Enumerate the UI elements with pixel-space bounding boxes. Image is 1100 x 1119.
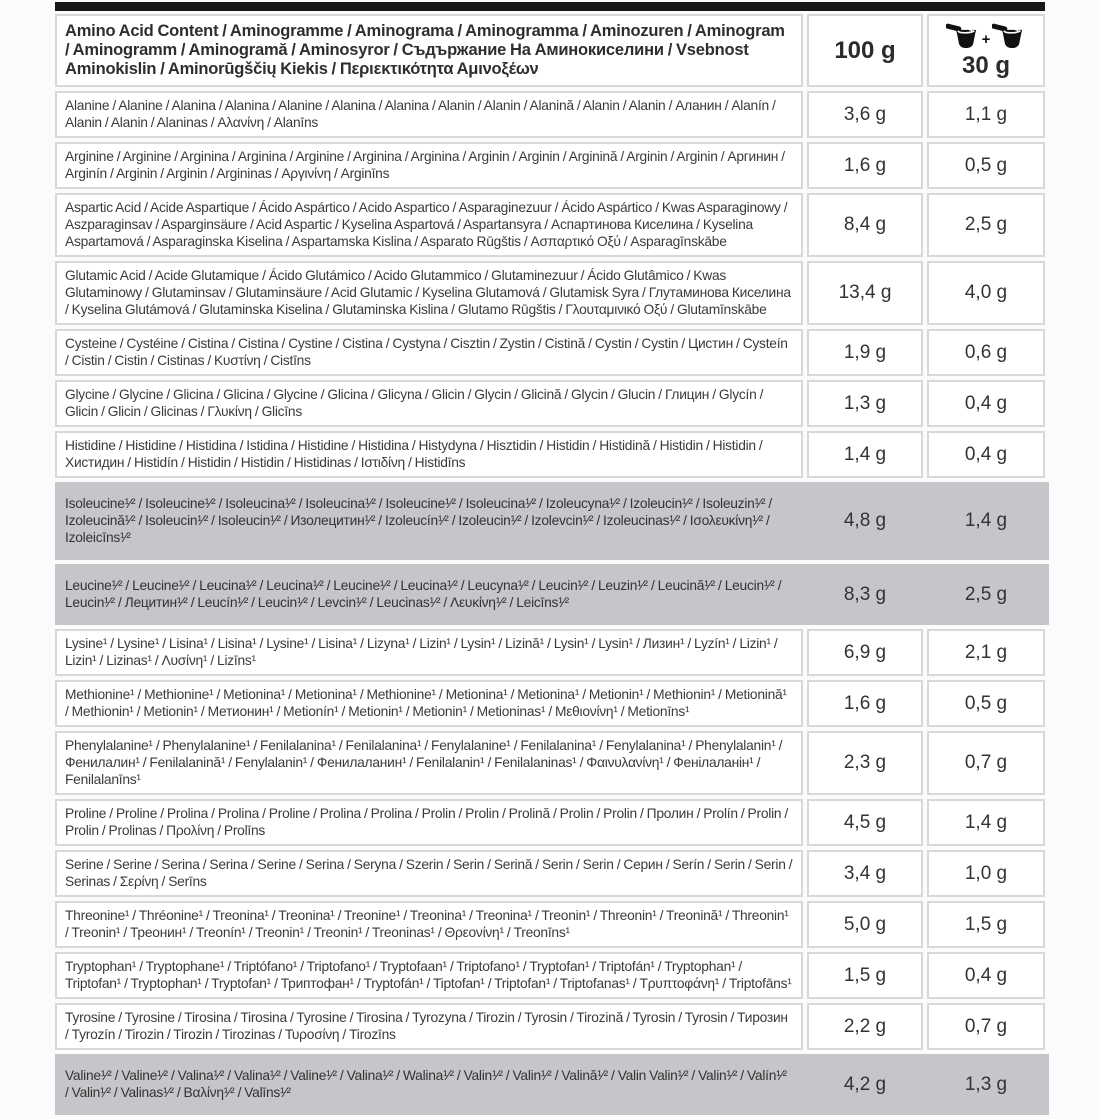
table-row-alanine bbox=[55, 91, 1045, 138]
table-row-aspartic-acid bbox=[55, 193, 1045, 257]
value-per-30g: 1,4 g bbox=[927, 799, 1045, 846]
value-per-30g: 0,4 g bbox=[927, 952, 1045, 999]
value-per-100g: 2,3 g bbox=[807, 731, 923, 795]
amino-acid-names: Threonine¹ / Thréonine¹ / Treonina¹ / Treonina¹ / Treonine¹ / Treonina¹ / Treonina¹ / Treonin¹ / Threonin¹ / Treonină¹ / Threonin¹ / Treonin¹ / Треонин¹ / Treonín¹ / Treonin¹ / Treonin¹ / Treoninas¹ / Θρεονίνη¹ / Treonīns¹ bbox=[55, 901, 803, 948]
amino-acid-names: Serine / Serine / Serina / Serina / Serine / Serina / Seryna / Szerin / Serin / Serină / Serin / Serin / Серин / Serín / Serin / Serin / Serinas / Σερίνη / Serīns bbox=[55, 850, 803, 897]
amino-acid-names: Valine¹⁄² / Valine¹⁄² / Valina¹⁄² / Valina¹⁄² / Valine¹⁄² / Valina¹⁄² / Walina¹⁄² / Valin¹⁄² / Valin¹⁄² / Valină¹⁄² / Valin Valin¹⁄² / Valin¹⁄² / Valín¹⁄² / Valin¹⁄² / Valinas¹⁄² / Βαλίνη¹⁄² / Valīns¹⁄² bbox=[65, 1068, 787, 1100]
table-row-phenylalanine bbox=[55, 731, 1045, 795]
value-per-100g: 1,6 g bbox=[807, 680, 923, 727]
value-per-100g: 2,2 g bbox=[807, 1003, 923, 1050]
amino-acid-names: Aspartic Acid / Acide Aspartique / Ácido Aspártico / Acido Aspartico / Asparaginezuur / Ácido Aspártico / Kwas Asparaginowy / Aszparaginsav / Asparginsäure / Acid Aspartic / Kyselina Aspartová / Aspartansyra / Аспартинова Киселина / Kyselina Aspartamová / Asparaginska Kiselina / Aspartamska Kislina / Asparato Rūgštis / Ασπαρτικό Οξύ / Asparagīnskābe bbox=[55, 193, 803, 257]
scoop-icon bbox=[992, 22, 1026, 50]
value-per-30g: 0,7 g bbox=[927, 731, 1045, 795]
column-header-30g bbox=[927, 14, 1045, 87]
table-top-bar bbox=[55, 2, 1045, 11]
table-row-histidine bbox=[55, 431, 1045, 478]
amino-acid-names: Glutamic Acid / Acide Glutamique / Ácido Glutámico / Acido Glutammico / Glutaminezuur / Ácido Glutâmico / Kwas Glutaminowy / Glutaminsav / Glutaminsäure / Acid Glutamic / Kyselina Glutamová / Glutamisk Syra / Глутаминова Киселина / Kyselina Glutámová / Glutaminska Kiselina / Glutaminska Kislina / Glutamo Rūgštis / Γλουταμινικό Οξύ / Glutamīnskābe bbox=[55, 261, 803, 325]
column-header-30g-label: 30 g bbox=[961, 52, 1011, 79]
table-row-lysine bbox=[55, 629, 1045, 676]
value-per-30g: 0,4 g bbox=[927, 380, 1045, 427]
table-row-serine bbox=[55, 850, 1045, 897]
value-per-30g: 2,5 g bbox=[927, 193, 1045, 257]
value-per-30g: 1,0 g bbox=[927, 850, 1045, 897]
value-per-100g: 4,5 g bbox=[807, 799, 923, 846]
amino-acid-names: Proline / Proline / Prolina / Prolina / Proline / Prolina / Prolina / Prolin / Prolin / Prolină / Prolin / Prolin / Пролин / Prolín / Prolin / Prolin / Prolinas / Προλίνη / Prolīns bbox=[55, 799, 803, 846]
table-row-proline bbox=[55, 799, 1045, 846]
amino-acid-names: Arginine / Arginine / Arginina / Arginina / Arginine / Arginina / Arginina / Arginin / Arginin / Arginină / Arginin / Arginin / Аргинин / Arginín / Arginin / Arginin / Argininas / Αργινίνη / Arginīns bbox=[55, 142, 803, 189]
value-per-100g: 4,8 g bbox=[843, 510, 887, 531]
amino-acid-names: Glycine / Glycine / Glicina / Glicina / Glycine / Glicina / Glicyna / Glicin / Glycin / Glicină / Glycin / Glucin / Глицин / Glycín / Glicin / Glicin / Glicinas / Γλυκίνη / Glicīns bbox=[55, 380, 803, 427]
amino-acid-table bbox=[55, 2, 1045, 1119]
value-per-30g: 0,5 g bbox=[927, 680, 1045, 727]
table-row-cysteine bbox=[55, 329, 1045, 376]
value-per-100g: 1,9 g bbox=[807, 329, 923, 376]
amino-acid-names: Lysine¹ / Lysine¹ / Lisina¹ / Lisina¹ / Lysine¹ / Lisina¹ / Lizyna¹ / Lizin¹ / Lysin¹ / Lizină¹ / Lysin¹ / Lysin¹ / Лизин¹ / Lyzín¹ / Lizin¹ / Lizin¹ / Lizinas¹ / Λυσίνη¹ / Lizīns¹ bbox=[55, 629, 803, 676]
table-row-tyrosine bbox=[55, 1003, 1045, 1050]
value-per-30g: 0,5 g bbox=[927, 142, 1045, 189]
value-per-30g: 0,7 g bbox=[927, 1003, 1045, 1050]
table-row-threonine bbox=[55, 901, 1045, 948]
scoop-icons bbox=[946, 21, 1027, 51]
value-per-100g: 13,4 g bbox=[807, 261, 923, 325]
value-per-30g: 2,5 g bbox=[964, 583, 1008, 605]
table-row-glycine bbox=[55, 380, 1045, 427]
table-row-leucine bbox=[55, 564, 1049, 625]
value-per-30g: 2,1 g bbox=[927, 629, 1045, 676]
scoop-icon bbox=[946, 22, 980, 50]
table-row-valine bbox=[55, 1054, 1049, 1115]
amino-acid-names: Tyrosine / Tyrosine / Tirosina / Tirosina / Tyrosine / Tirosina / Tyrozyna / Tirozin / Tyrosin / Tirozină / Tyrosin / Tyrosin / Тирозин / Tyrozín / Tirozin / Tirozin / Tirozinas / Τυροσίνη / Tirozīns bbox=[55, 1003, 803, 1050]
amino-acid-names: Alanine / Alanine / Alanina / Alanina / Alanine / Alanina / Alanina / Alanin / Alanin / Alanină / Alanin / Alanin / Аланин / Alanín / Alanin / Alanin / Alaninas / Αλανίνη / Alanīns bbox=[55, 91, 803, 138]
value-per-100g: 1,3 g bbox=[807, 380, 923, 427]
value-per-100g: 5,0 g bbox=[807, 901, 923, 948]
value-per-100g: 1,6 g bbox=[807, 142, 923, 189]
table-row-arginine bbox=[55, 142, 1045, 189]
plus-sign: + bbox=[981, 30, 991, 48]
table-row-methionine bbox=[55, 680, 1045, 727]
table-row-glutamic-acid bbox=[55, 261, 1045, 325]
value-per-100g: 3,6 g bbox=[807, 91, 923, 138]
amino-acid-names: Phenylalanine¹ / Phenylalanine¹ / Fenilalanina¹ / Fenilalanina¹ / Fenylalanine¹ / Fenilalanina¹ / Fenylalanina¹ / Phenylalanin¹ / Фенилалин¹ / Fenilalanină¹ / Fenylalanin¹ / Фенилаланин¹ / Fenilalanin¹ / Fenilalaninas¹ / Φαινυλανίνη¹ / Фенілаланін¹ / Fenilalanīns¹ bbox=[55, 731, 803, 795]
value-per-100g: 1,4 g bbox=[807, 431, 923, 478]
table-row-tryptophan bbox=[55, 952, 1045, 999]
table-row-isoleucine bbox=[55, 482, 1049, 560]
value-per-100g: 3,4 g bbox=[807, 850, 923, 897]
amino-acid-names: Isoleucine¹⁄² / Isoleucine¹⁄² / Isoleucina¹⁄² / Isoleucina¹⁄² / Isoleucine¹⁄² / Isoleucina¹⁄² / Izoleucyna¹⁄² / Izoleucin¹⁄² / Isoleuzin¹⁄² / Izoleucină¹⁄² / Isoleucin¹⁄² / Isoleucin¹⁄² / Изолецитин¹⁄² / Izoleucín¹⁄² / Izoleucin¹⁄² / Izolevcin¹⁄² / Izoleucinas¹⁄² / Ισολευκίνη¹⁄² / Izoleicīns¹⁄² bbox=[65, 496, 772, 545]
amino-acid-names: Histidine / Histidine / Histidina / Istidina / Histidine / Histidina / Histydyna / Hisztidin / Histidin / Histidină / Histidin / Histidin / Хистидин / Histidín / Histidin / Histidin / Histidinas / Ιστιδίνη / Histidīns bbox=[55, 431, 803, 478]
amino-acid-names: Tryptophan¹ / Tryptophane¹ / Triptófano¹ / Triptofano¹ / Tryptofaan¹ / Triptofano¹ / Tryptofan¹ / Triptofán¹ / Tryptophan¹ / Triptofan¹ / Tryptophan¹ / Tryptofan¹ / Триптофан¹ / Tryptofán¹ / Tiptofan¹ / Triptofan¹ / Triptofanas¹ / Τρυπτοφάνη¹ / Triptofāns¹ bbox=[55, 952, 803, 999]
value-per-30g: 1,5 g bbox=[927, 901, 1045, 948]
value-per-100g: 6,9 g bbox=[807, 629, 923, 676]
value-per-30g: 0,4 g bbox=[927, 431, 1045, 478]
value-per-30g: 1,1 g bbox=[927, 91, 1045, 138]
value-per-30g: 1,4 g bbox=[964, 510, 1008, 531]
value-per-100g: 1,5 g bbox=[807, 952, 923, 999]
column-header-100g: 100 g bbox=[807, 14, 923, 87]
value-per-30g: 4,0 g bbox=[927, 261, 1045, 325]
amino-acid-names: Cysteine / Cystéine / Cistina / Cistina / Cystine / Cistina / Cystyna / Cisztin / Zystin / Cistină / Cystin / Cystin / Цистин / Cysteín / Cistin / Cistin / Cistinas / Κυστίνη / Cistīns bbox=[55, 329, 803, 376]
value-per-30g: 0,6 g bbox=[927, 329, 1045, 376]
table-header-row bbox=[55, 14, 1045, 87]
value-per-100g: 8,3 g bbox=[843, 583, 887, 605]
value-per-30g: 1,3 g bbox=[964, 1073, 1008, 1095]
table-title: Amino Acid Content / Aminogramme / Aminograma / Aminogramma / Aminozuren / Aminogram / Aminogramm / Aminogramă / Aminosyror / Съдържание На Аминокиселини / Vsebnost Aminokislin / Aminorūgščių Kiekis / Περιεκτικότητα Αμινοξέων bbox=[55, 14, 803, 87]
value-per-100g: 8,4 g bbox=[807, 193, 923, 257]
amino-acid-names: Methionine¹ / Methionine¹ / Metionina¹ / Metionina¹ / Methionine¹ / Metionina¹ / Metionina¹ / Metionin¹ / Methionin¹ / Metionină¹ / Methionin¹ / Metionin¹ / Метионин¹ / Metionín¹ / Metionin¹ / Metionin¹ / Metioninas¹ / Μεθιονίνη¹ / Metionīns¹ bbox=[55, 680, 803, 727]
value-per-100g: 4,2 g bbox=[843, 1073, 887, 1095]
amino-acid-names: Leucine¹⁄² / Leucine¹⁄² / Leucina¹⁄² / Leucina¹⁄² / Leucine¹⁄² / Leucina¹⁄² / Leucyna¹⁄² / Leucin¹⁄² / Leuzin¹⁄² / Leucină¹⁄² / Leucin¹⁄² / Leucin¹⁄² / Лецитин¹⁄² / Leucín¹⁄² / Leucin¹⁄² / Levcin¹⁄² / Leucinas¹⁄² / Λευκίνη¹⁄² / Leicīns¹⁄² bbox=[65, 578, 782, 610]
